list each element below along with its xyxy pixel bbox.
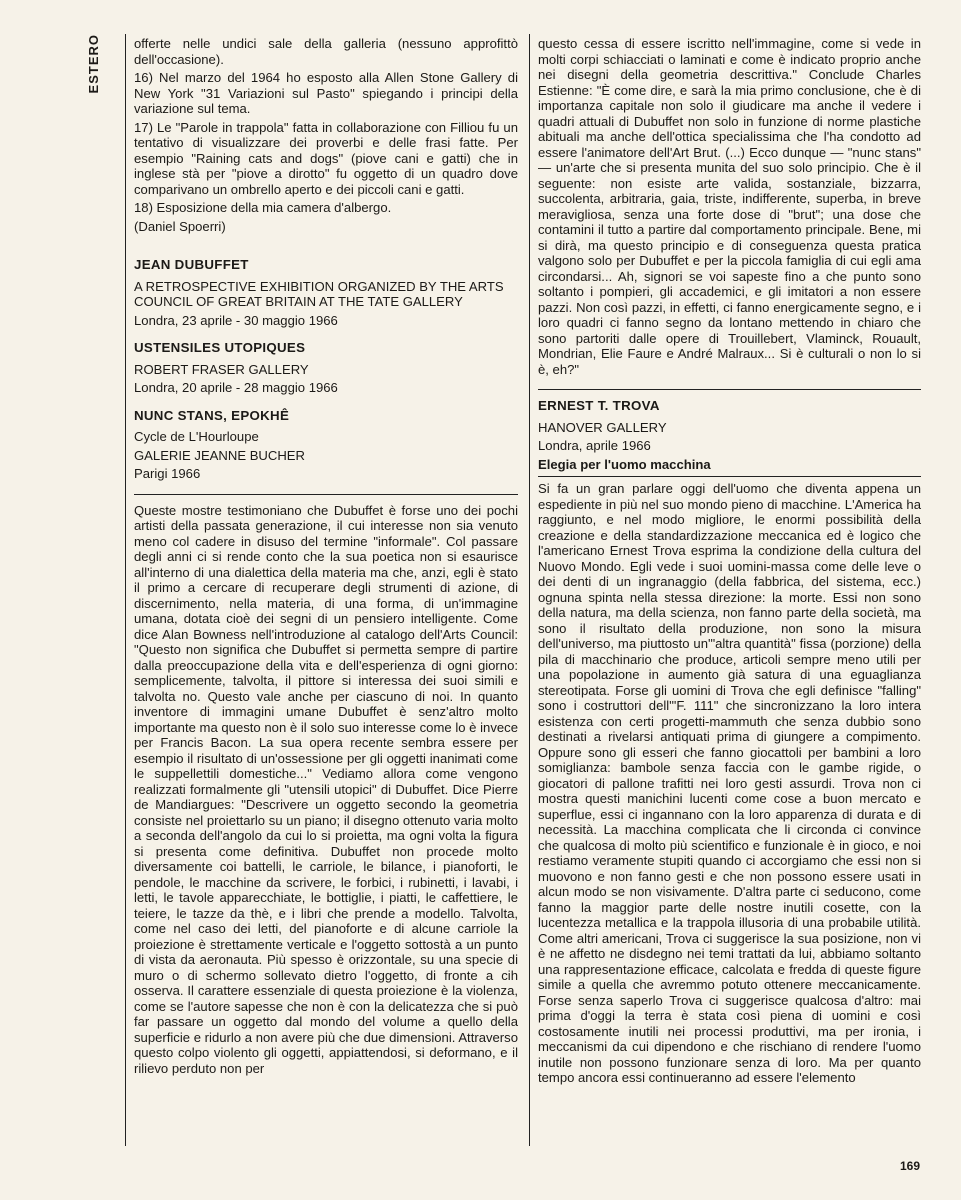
note-16: 16) Nel marzo del 1964 ho esposto alla Allen Stone Gallery di New York "31 Variazioni sul Pasto" spiegando i principi della variazione sul tema. bbox=[134, 70, 518, 116]
right-column bbox=[538, 36, 921, 1089]
note-17: 17) Le "Parole in trappola" fatta in collaborazione con Filliou fu un tentativo di visualizzare dei proverbi e delle frasi fatte. Per esempio "Raining cats and dogs" (piove cani e gatti) che in inglese stà per "piove a dirotto" fu oggetto di un quadro dove comparivano un ombrello aperto e dei piccoli cani e gatti. bbox=[134, 119, 518, 197]
trova-article-body: Si fa un gran parlare oggi dell'uomo che diventa appena un espediente in più nel suo mondo pieno di macchine. L'America ha raggiunto, e nel modo migliore, le enormi possibilità della creazione e della standardizzazione meccanica ed è logico che l'americano Ernest Trova esprima la condizione della cultura del Nuovo Mondo. Egli vede i suoi uomini-massa come delle leve o dei denti di un ingranaggio (della fabbrica, del sistema, ecc.) ognuna spinta nella stessa direzione: la morte. Essi non sono della natura, ma della scienza, non fanno parte della società, ma sono il risultato della produzione, non sono la misura dell'universo, ma piuttosto un'"altra quantità" fissa (porzione) della pila di macchinario che produce, articoli sempre meno utili per una popolazione in aumento già satura di una eguaglianza stereotipata. Forse gli uomini di Trova che egli definisce "falling" sono i costruttori dell'"F. 111" che sincronizzano la loro intera esistenza con certi progetti-mammuth che senza dubbio sono destinati a rivelarsi antiquati prima di giungere a compimento. Oppure sono gli esseri che fanno giocattoli per bambini a loro somiglianza: bambole senza faccia con le gambe rigide, o giocatori di pallone trafitti nei loro gesti assurdi. Trova non ci mostra questi manichini lucenti come cose a buon mercato e superflue, essi ci ingannano con la loro apparenza di durata e di necessità. La macchina complicata che li circonda ci convince che qualcosa di molto più scientifico e funzionale è in gioco, e noi restiamo veramente stupiti quando ci accorgiamo che essi non si muovono e non fanno gesti e che non possono essere usati in alcun modo se non visivamente. D'altra parte ci seducono, come fanno la maggior parte delle nostre inutili cosette, con la lucentezza metallica e la trappola illusoria di una probabile utilità. Come altri americani, Trova ci suggerisce la sua posizione, non vi è ne affetto ne disdegno nei temi trattati da lui, abbiamo soltanto una rappresentazione efficace, calcolata e fredda di queste figure simile a quella che avremmo potuto ottenere meccanicamente. Forse senza saperlo Trova ci suggerisce qualcosa d'altro: mai prima d'oggi la terra è stata così piena di uomini e così costosamente inutili nei processi produttivi, ma per ironia, i meccanismi da cui dipendono e che rischiano di rendere l'uomo inutile non possono funzionare senza di loro. Ma per quanto tempo ancora essi continueranno ad essere l'elemento bbox=[538, 481, 921, 1085]
exhibition-gallery: GALERIE JEANNE BUCHER bbox=[134, 447, 305, 463]
exhibition-title: A RETROSPECTIVE EXHIBITION ORGANIZED BY THE ARTS COUNCIL OF GREAT BRITAIN AT THE TATE GALLERY bbox=[134, 278, 504, 309]
dubuffet-article-continued: questo cessa di essere iscritto nell'immagine, come si vede in molti corpi schiacciati o laminati e come è indicato proprio anche nei disegni della geometria descrittiva." Conclude Charles Estienne: "È come dire, e sarà la mia primo conclusione, che è di importanza capitale non solo il giudicare ma anche il vedere i quadri attuali di Dubuffet non solo in funzione di norme plastiche abituali ma anche dell'ottica specialissima che l'ha condotto ad essere l'animatore dell'Art Brut. (...) Ecco dunque — "nunc stans" — un'arte che si presenta munita del suo solo principio. Che è il seguente: non esiste arte valida, sostanziale, bizzarra, succolenta, arbitraria, gaia, triste, indifferente, superba, in breve meravigliosa, senza una forte dose di "brut"; una dose che contamini il tutto a partire dal comportamento principale. Bene, mi si dirà, ma questo principio e di conseguenza questa pratica valgono solo per Dubuffet e per la piccola famiglia di cui egli ama circondarsi... Ah, signori se voi sapeste fino a che punto sono soltanto i pompieri, gli accademici, e gli imitatori a non essere pazzi. Non così pazzi, in effetti, ci fanno energicamente segno, e i loro quadri ci fanno segno da lontano mettendo in chiaro che sono partoriti dalle opere di Trouillebert, Vlaminck, Rouault, Mondrian, Elie Faure e André Malraux... Si è culturali o non lo si è, eh?" bbox=[538, 36, 921, 377]
section-divider bbox=[538, 476, 921, 477]
note-15-end: offerte nelle undici sale della galleria (nessuno approfittò dell'occasione). bbox=[134, 36, 518, 67]
note-author: (Daniel Spoerri) bbox=[134, 218, 226, 234]
note-18: 18) Esposizione della mia camera d'albergo. bbox=[134, 200, 392, 215]
left-column bbox=[134, 36, 518, 1079]
page-number: 169 bbox=[899, 1159, 920, 1173]
nunc-stans-heading: NUNC STANS, EPOKHÊ bbox=[134, 407, 290, 423]
section-divider bbox=[134, 494, 518, 495]
trova-subtitle: Elegia per l'uomo macchina bbox=[538, 456, 711, 472]
trova-heading: ERNEST T. TROVA bbox=[538, 398, 660, 413]
dubuffet-heading: JEAN DUBUFFET bbox=[134, 257, 249, 272]
trova-gallery: HANOVER GALLERY bbox=[538, 419, 667, 435]
dubuffet-article-body: Queste mostre testimoniano che Dubuffet è forse uno dei pochi artisti della passata generazione, il cui interesse non sia venuto meno col cadere in disuso del termine "informale". Col passare degli anni ci si rende conto che la sua poetica non si esaurisce all'interno di una dialettica della materia ma che, anzi, egli è stato il primo a cercare di recuperare degli strumenti di azione, di discernimento, nella materia, di una forma, di un'immagine umana, dotata cioè dei segni di un pensiero intelligente. Come dice Alan Bowness nell'introduzione al catalogo dell'Arts Council: "Questo non significa che Dubuffet si permetta sempre di partire dalla preoccupazione della vita e dell'esperienza di ogni giorno: semplicemente, talvolta, il pittore si interessa dei suoi simili e talvolta no. Questo vale anche per ciascuno di noi. In quanto inventore di immagini umane Dubuffet è senz'altro molto importante ma questo non è il solo suo interesse come lo è invece per Francis Bacon. La sua opera recente sembra essere per esempio il risultato di un'ossessione per gli oggetti inanimati come le suppellettili domestiche..." Vediamo allora come vengono realizzati formalmente gli "utensili utopici" di Dubuffet. Dice Pierre de Mandiargues: "Descrivere un oggetto secondo la geometria consiste nel proiettarlo su un piano; il disegno ottenuto varia molto a seconda dell'angolo da cui lo si proietta, ma ogni volta la figura si presenta come definitiva. Dubuffet non procede molto diversamente coi battelli, le carriole, le bilance, i pianoforti, le pendole, le macchine da scrivere, le forbici, i rubinetti, i lavabi, i letti, le tavole apparecchiate, le bottiglie, i piatti, le caffettiere, le teiere, le tazze da thè, e i libri che prende a modello. Talvolta, come nel caso dei letti, del pianoforte e di alcune carriole la proiezione è strettamente verticale e l'oggetto sottostà a un punto di vista da aeronauta. Più spesso è orizzontale, su una specie di muro o di schermo sollevato dietro l'oggetto, di fronte a cih osserva. Il carattere essenziale di questa proiezione è la violenza, come se l'autore sapesse che non è con la delicatezza che si può far passare un oggetto dal mondo del volume a quello della superficie e ridurlo a non avere più che due dimensioni. Attraverso questo colpo violento gli oggetti, appiattendosi, si deformano, e il rilievo perduto non per bbox=[134, 502, 518, 1076]
ustensiles-heading: USTENSILES UTOPIQUES bbox=[134, 340, 306, 355]
middle-column-rule bbox=[529, 34, 530, 1146]
exhibition-cycle: Cycle de L'Hourloupe bbox=[134, 429, 259, 444]
trova-place: Londra, aprile 1966 bbox=[538, 438, 651, 453]
left-column-rule bbox=[125, 34, 126, 1146]
exhibition-gallery: ROBERT FRASER GALLERY bbox=[134, 361, 309, 377]
exhibition-place: Parigi 1966 bbox=[134, 466, 201, 481]
exhibition-place: Londra, 20 aprile - 28 maggio 1966 bbox=[134, 380, 338, 395]
section-label: ESTERO bbox=[86, 34, 101, 94]
exhibition-place: Londra, 23 aprile - 30 maggio 1966 bbox=[134, 312, 338, 328]
section-divider bbox=[538, 389, 921, 390]
